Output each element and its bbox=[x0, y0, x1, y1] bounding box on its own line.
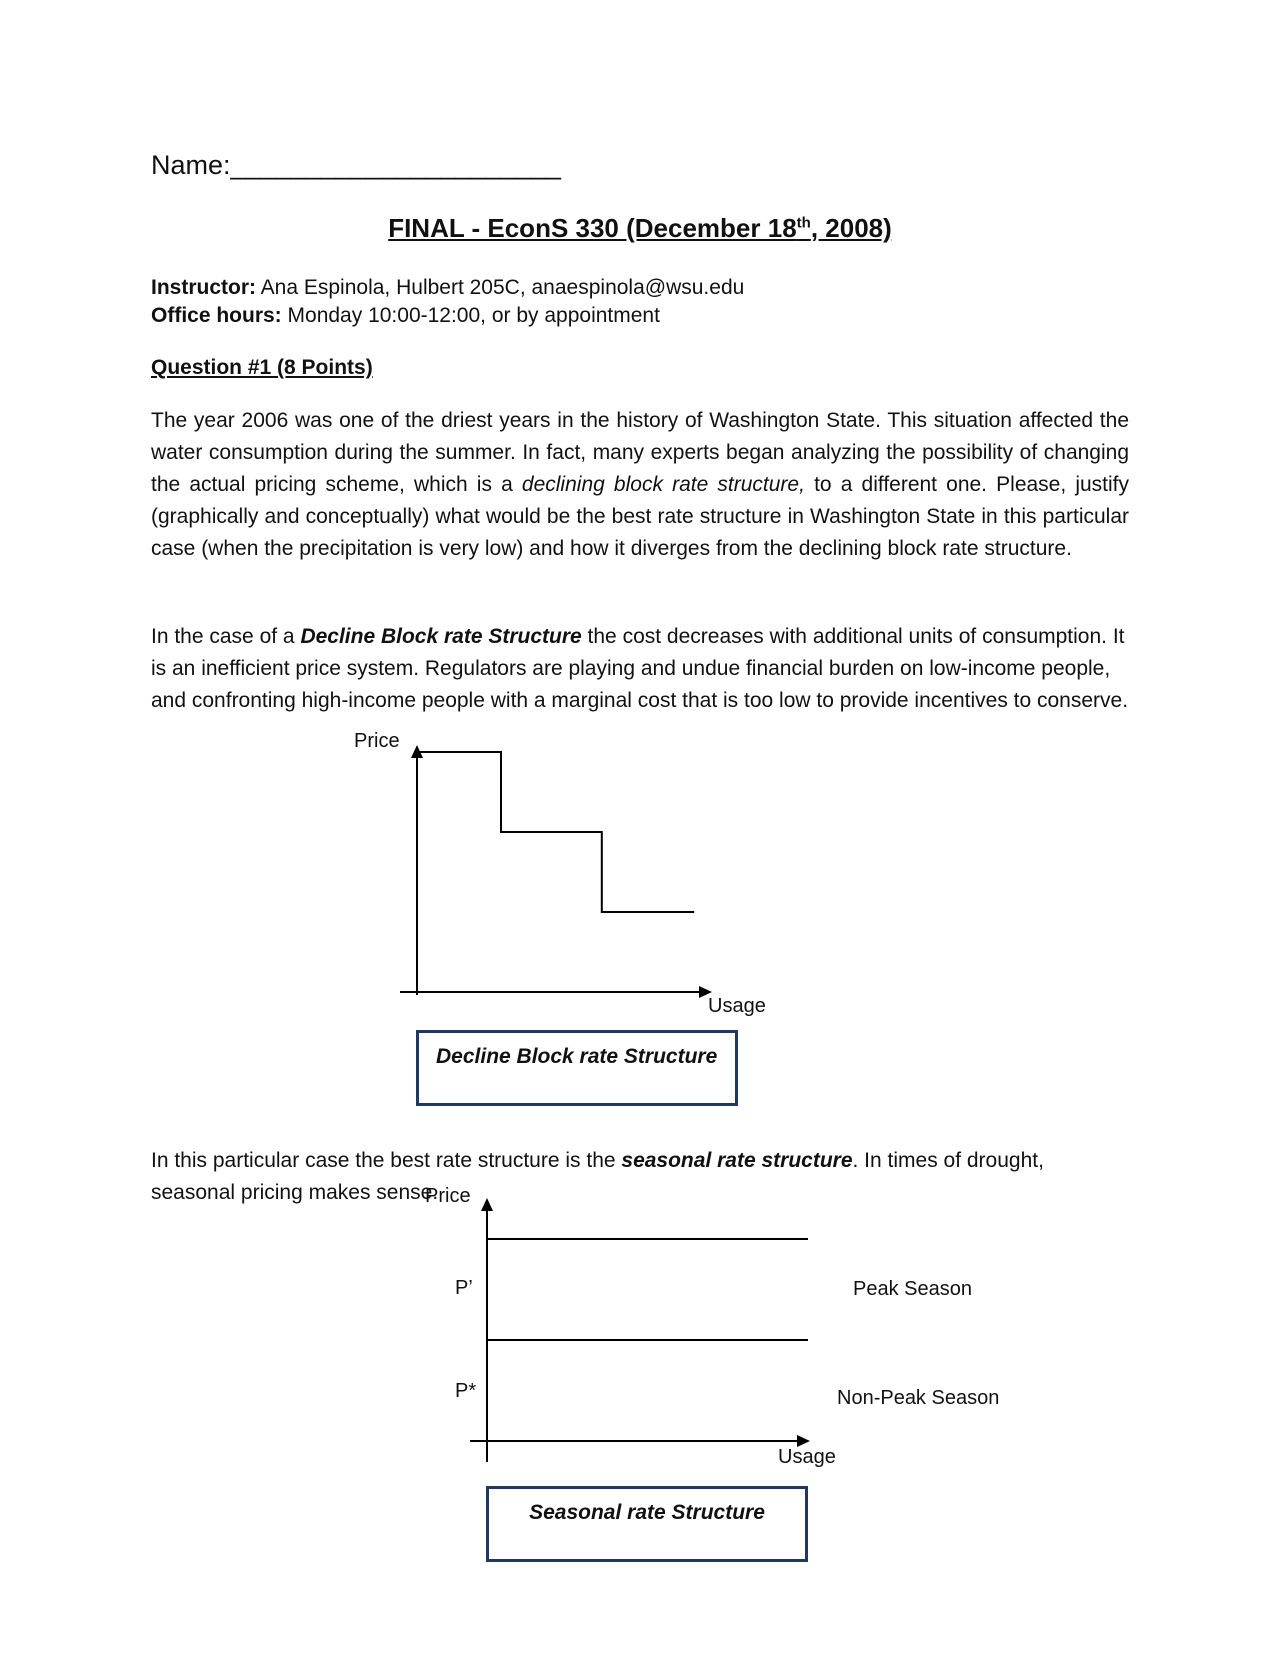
question-heading: Question #1 (8 Points) bbox=[151, 356, 373, 379]
instructor-label: Instructor: bbox=[151, 276, 256, 299]
chart2-nonpeak-price-label: P* bbox=[455, 1380, 477, 1402]
name-label: Name: bbox=[151, 150, 231, 180]
instructor-value: Ana Espinola, Hulbert 205C, anaespinola@wsu.edu bbox=[256, 276, 745, 299]
chart2-peak-price-label: P’ bbox=[455, 1277, 473, 1299]
chart1-x-label: Usage bbox=[708, 995, 766, 1017]
chart2-y-label: Price bbox=[425, 1185, 471, 1207]
page-title: FINAL - EconS 330 (December 18th, 2008) bbox=[388, 213, 892, 243]
chart1-x-arrow bbox=[699, 986, 712, 998]
chart2-caption: Seasonal rate Structure bbox=[486, 1486, 808, 1562]
chart2-y-arrow bbox=[481, 1198, 493, 1211]
chart1-price-step-line bbox=[417, 752, 694, 912]
answer-paragraph-1: In the case of a Decline Block rate Structure the cost decreases with additional units of consumption. It is an inefficient price system. Regulators are playing and undue financial burden on low-income people, and confronting high-income people with a marginal cost that is too low to provide incentives to conserve. bbox=[151, 625, 1129, 712]
chart2-x-label: Usage bbox=[778, 1446, 836, 1468]
chart2-x-arrow bbox=[797, 1435, 810, 1447]
chart2-peak-legend: Peak Season bbox=[853, 1278, 972, 1300]
answer-paragraph-2: In this particular case the best rate structure is the seasonal rate structure. In times of drought, seasonal pricing makes sense. bbox=[151, 1149, 1044, 1204]
chart2-nonpeak-legend: Non-Peak Season bbox=[837, 1387, 1000, 1409]
question-paragraph: The year 2006 was one of the driest years in the history of Washington State. This situation affected the water consumption during the summer. In fact, many experts began analyzing the possibility of changing the actual pricing scheme, which is a declining block rate structure, to a different one. Please, justify (graphically and conceptually) what would be the best rate structure in Washington State in this particular case (when the precipitation is very low) and how it diverges from the declining block rate structure. bbox=[151, 409, 1130, 560]
office-hours-value: Monday 10:00-12:00, or by appointment bbox=[281, 304, 660, 327]
name-blank: ______________________ bbox=[230, 150, 561, 180]
chart1-caption: Decline Block rate Structure bbox=[416, 1030, 738, 1106]
office-hours-label: Office hours: bbox=[151, 304, 282, 327]
chart1-y-label: Price bbox=[354, 730, 400, 752]
